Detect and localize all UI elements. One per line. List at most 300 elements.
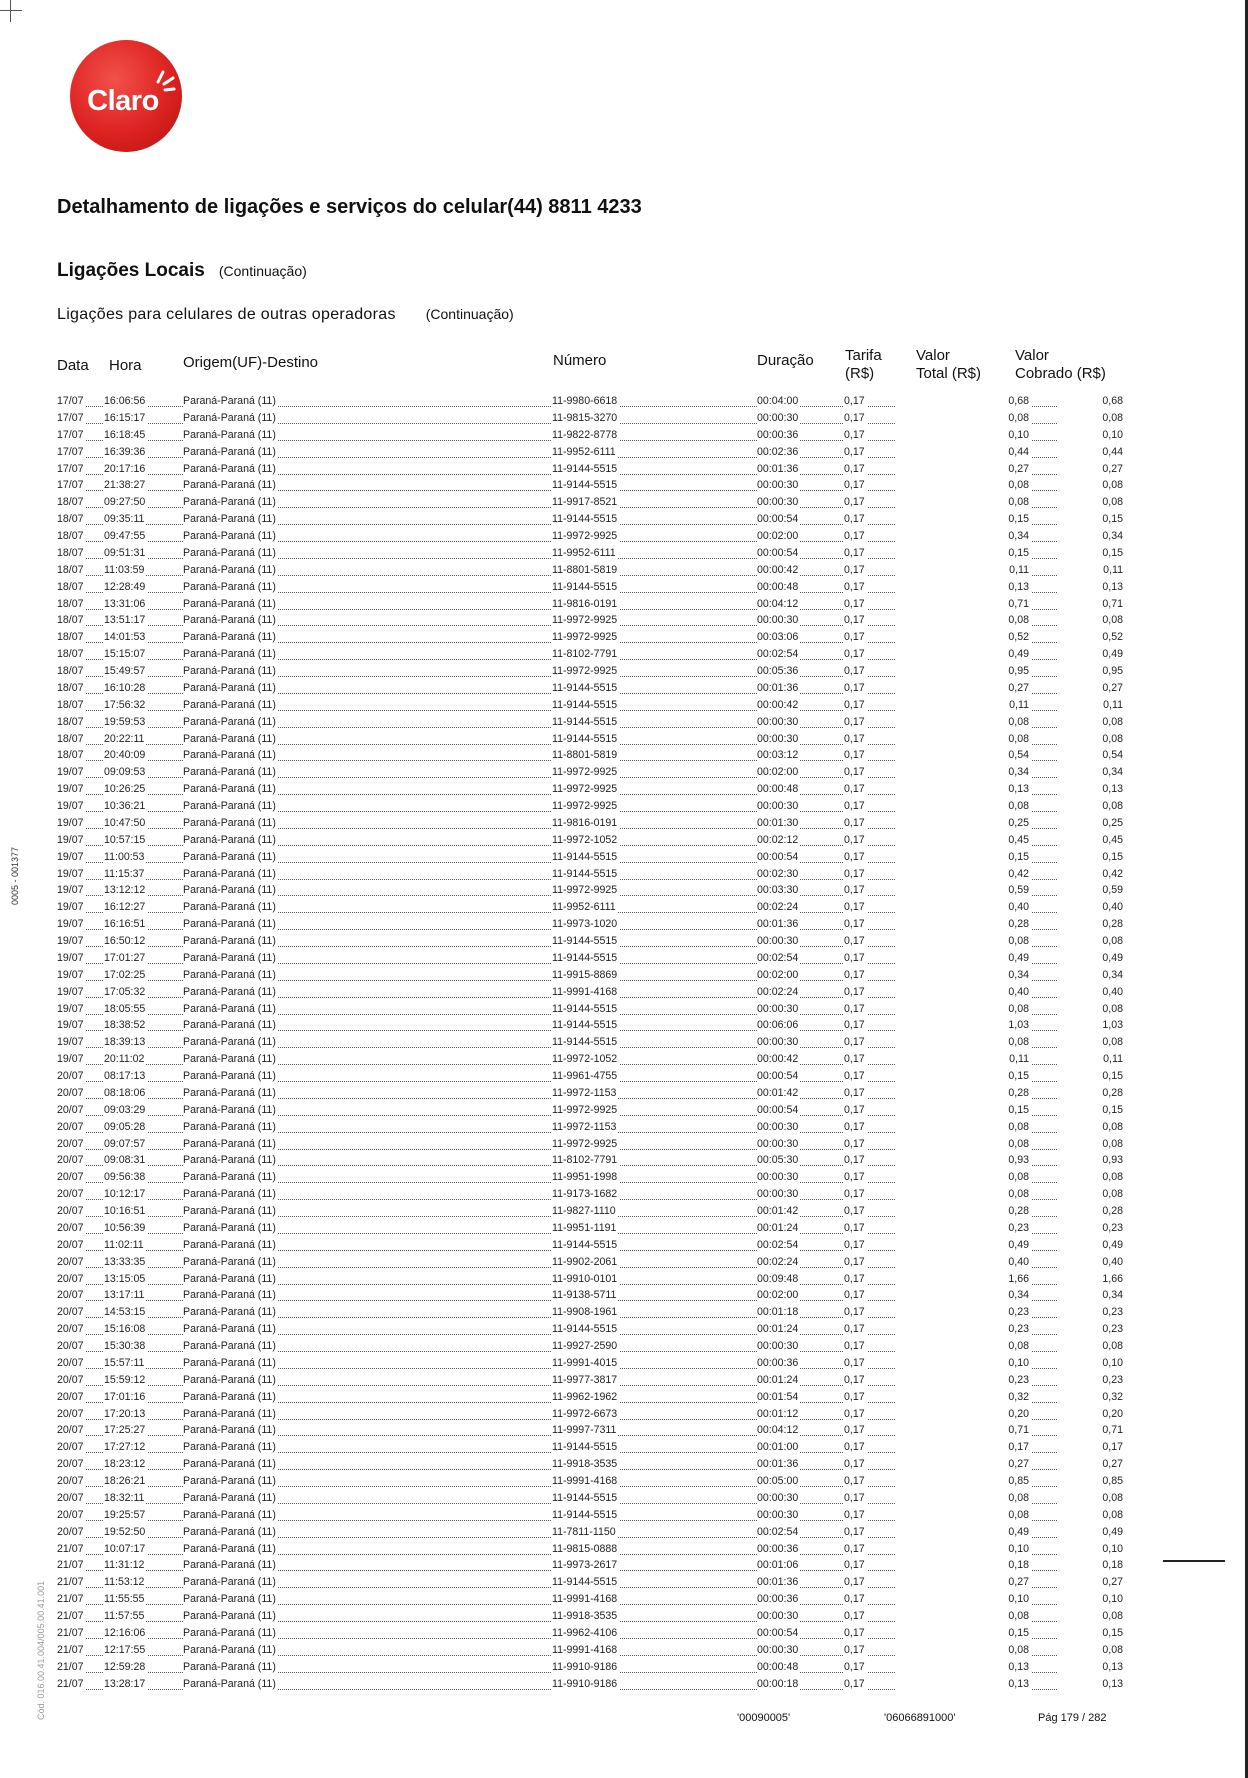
call-duration: 00:00:18 [757, 1677, 799, 1690]
call-number: 11-9991-4015 [552, 1356, 618, 1369]
table-row [57, 647, 1121, 664]
call-date: 21/07 [57, 1576, 84, 1589]
call-rate: 0,17 [844, 833, 865, 846]
call-rate: 0,17 [844, 783, 865, 796]
call-charged-value: 0,08 [1057, 935, 1123, 947]
call-rate: 0,17 [844, 631, 865, 644]
call-number: 11-9144-5515 [552, 1491, 618, 1504]
call-origin-destination: Paraná-Paraná (11) [183, 1272, 276, 1285]
call-number: 11-9144-5515 [552, 1441, 618, 1454]
page-title: Detalhamento de ligações e serviços do celular(44) 8811 4233 [57, 196, 642, 218]
call-rate: 0,17 [844, 496, 865, 509]
call-charged-value: 0,32 [1057, 1391, 1123, 1403]
side-code: 0005 - 001377 [10, 846, 20, 905]
call-origin-destination: Paraná-Paraná (11) [183, 1491, 276, 1504]
call-origin-destination: Paraná-Paraná (11) [183, 530, 276, 542]
call-charged-value: 0,15 [1057, 1104, 1123, 1116]
call-number: 11-9927-2590 [552, 1340, 618, 1352]
call-time: 10:56:39 [104, 1221, 146, 1234]
table-row [57, 985, 1121, 1002]
table-row [57, 529, 1121, 546]
logo-text: Claro [87, 84, 159, 117]
call-date: 20/07 [57, 1525, 84, 1538]
call-charged-value: 0,11 [1057, 1053, 1123, 1065]
call-charged-value: 0,27 [1057, 682, 1123, 694]
call-origin-destination: Paraná-Paraná (11) [183, 816, 276, 829]
call-time: 18:38:52 [104, 1019, 146, 1032]
call-number: 11-9991-4168 [552, 1593, 618, 1606]
call-origin-destination: Paraná-Paraná (11) [183, 1458, 276, 1471]
call-number: 11-9972-1052 [552, 1053, 618, 1066]
table-row [57, 478, 1121, 495]
call-duration: 00:00:30 [757, 1508, 799, 1521]
call-duration: 00:00:30 [757, 1120, 799, 1133]
call-origin-destination: Paraná-Paraná (11) [183, 462, 276, 475]
call-total-value: 0,27 [895, 463, 1031, 475]
call-time: 10:07:17 [104, 1542, 146, 1555]
table-row [57, 1204, 1121, 1221]
call-date: 18/07 [57, 698, 84, 711]
call-origin-destination: Paraná-Paraná (11) [183, 1289, 276, 1302]
call-duration: 00:00:30 [757, 411, 799, 424]
call-rate: 0,17 [844, 1525, 865, 1538]
call-rate: 0,17 [844, 1441, 865, 1454]
call-total-value: 0,25 [895, 817, 1031, 829]
call-total-value: 0,15 [895, 1104, 1031, 1116]
table-row [57, 1086, 1121, 1103]
call-date: 19/07 [57, 816, 84, 829]
call-time: 10:16:51 [104, 1205, 146, 1217]
call-time: 11:15:37 [104, 867, 145, 880]
table-row [57, 1339, 1121, 1356]
call-total-value: 0,10 [895, 1543, 1031, 1555]
call-total-value: 0,45 [895, 834, 1031, 846]
call-charged-value: 0,10 [1057, 1357, 1123, 1369]
call-number: 11-9997-7311 [552, 1424, 617, 1437]
call-duration: 00:02:30 [757, 867, 799, 880]
table-row [57, 394, 1121, 411]
call-origin-destination: Paraná-Paraná (11) [183, 1525, 276, 1538]
call-duration: 00:04:12 [757, 597, 799, 610]
call-date: 17/07 [57, 479, 84, 492]
call-rate: 0,17 [844, 1238, 865, 1251]
call-number: 11-9972-1052 [552, 833, 618, 846]
call-origin-destination: Paraná-Paraná (11) [183, 951, 276, 964]
call-rate: 0,17 [844, 1086, 865, 1099]
call-origin-destination: Paraná-Paraná (11) [183, 681, 276, 694]
call-origin-destination: Paraná-Paraná (11) [183, 563, 276, 576]
call-date: 18/07 [57, 681, 84, 694]
call-date: 19/07 [57, 901, 84, 914]
call-origin-destination: Paraná-Paraná (11) [183, 546, 276, 559]
call-duration: 00:02:54 [757, 1525, 799, 1538]
call-time: 11:00:53 [104, 850, 145, 863]
call-charged-value: 0,49 [1057, 952, 1123, 964]
call-time: 21:38:27 [104, 479, 146, 492]
call-charged-value: 1,03 [1057, 1019, 1123, 1031]
call-date: 20/07 [57, 1407, 84, 1420]
table-row [57, 883, 1121, 900]
call-origin-destination: Paraná-Paraná (11) [183, 1559, 276, 1572]
call-charged-value: 0,49 [1057, 648, 1123, 660]
call-charged-value: 0,27 [1057, 1458, 1123, 1470]
call-origin-destination: Paraná-Paraná (11) [183, 1340, 276, 1352]
subsection-continuation: (Continuação) [425, 306, 514, 322]
table-row [57, 563, 1121, 580]
call-date: 20/07 [57, 1120, 84, 1133]
call-time: 12:59:28 [104, 1660, 146, 1673]
call-time: 18:23:12 [104, 1458, 146, 1471]
table-row [57, 1052, 1121, 1069]
call-total-value: 0,11 [895, 564, 1031, 576]
call-date: 19/07 [57, 985, 84, 998]
call-duration: 00:01:24 [757, 1323, 799, 1336]
call-number: 11-9908-1961 [552, 1306, 618, 1319]
call-duration: 00:02:12 [757, 833, 799, 846]
claro-logo [70, 40, 182, 152]
table-row [57, 462, 1121, 479]
call-date: 19/07 [57, 833, 84, 846]
call-rate: 0,17 [844, 749, 865, 762]
table-row [57, 1153, 1121, 1170]
call-charged-value: 0,34 [1057, 969, 1123, 981]
call-number: 11-7811-1150 [552, 1525, 616, 1538]
table-row [57, 1187, 1121, 1204]
call-origin-destination: Paraná-Paraná (11) [183, 1019, 276, 1032]
call-origin-destination: Paraná-Paraná (11) [183, 1475, 276, 1487]
call-rate: 0,17 [844, 1070, 865, 1082]
table-row [57, 833, 1121, 850]
call-total-value: 0,54 [895, 749, 1031, 761]
call-date: 20/07 [57, 1188, 84, 1201]
call-time: 13:17:11 [104, 1289, 145, 1302]
call-time: 11:53:12 [104, 1576, 145, 1589]
call-number: 11-9972-9925 [552, 1103, 618, 1116]
call-charged-value: 0,08 [1057, 1036, 1123, 1048]
call-time: 08:18:06 [104, 1086, 146, 1099]
call-duration: 00:01:00 [757, 1441, 799, 1454]
call-time: 11:03:59 [104, 563, 145, 576]
call-origin-destination: Paraná-Paraná (11) [183, 580, 276, 593]
call-total-value: 0,23 [895, 1374, 1031, 1386]
call-charged-value: 0,95 [1057, 665, 1123, 677]
table-row [57, 1474, 1121, 1491]
call-duration: 00:00:30 [757, 715, 799, 728]
call-origin-destination: Paraná-Paraná (11) [183, 1255, 276, 1268]
call-total-value: 0,15 [895, 1070, 1031, 1082]
call-time: 20:17:16 [104, 462, 146, 475]
call-duration: 00:06:06 [757, 1019, 799, 1032]
call-total-value: 0,11 [895, 1053, 1031, 1065]
call-number: 11-9144-5515 [552, 935, 618, 947]
call-charged-value: 0,08 [1057, 1003, 1123, 1015]
call-origin-destination: Paraná-Paraná (11) [183, 411, 276, 424]
call-number: 11-9144-5515 [552, 732, 618, 745]
call-charged-value: 0,34 [1057, 766, 1123, 778]
call-rate: 0,17 [844, 648, 865, 661]
call-number: 11-9991-4168 [552, 1475, 618, 1487]
call-charged-value: 0,15 [1057, 547, 1123, 559]
call-number: 11-9910-9186 [552, 1660, 618, 1673]
call-date: 17/07 [57, 428, 84, 441]
call-number: 11-9972-9925 [552, 766, 618, 779]
call-charged-value: 0,08 [1057, 479, 1123, 491]
call-number: 11-9951-1998 [552, 1171, 618, 1184]
call-time: 19:59:53 [104, 715, 146, 728]
call-total-value: 0,15 [895, 851, 1031, 863]
call-total-value: 0,13 [895, 1661, 1031, 1673]
call-time: 09:47:55 [104, 530, 146, 542]
call-date: 20/07 [57, 1103, 84, 1116]
call-rate: 0,17 [844, 1407, 865, 1420]
call-total-value: 0,34 [895, 1289, 1031, 1301]
call-date: 20/07 [57, 1289, 84, 1302]
call-charged-value: 0,08 [1057, 1509, 1123, 1521]
call-duration: 00:02:00 [757, 766, 799, 779]
call-rate: 0,17 [844, 445, 865, 458]
call-total-value: 0,28 [895, 1205, 1031, 1217]
call-time: 13:28:17 [104, 1677, 146, 1690]
call-total-value: 0,32 [895, 1391, 1031, 1403]
call-origin-destination: Paraná-Paraná (11) [183, 513, 276, 526]
call-duration: 00:02:24 [757, 901, 799, 914]
call-time: 16:50:12 [104, 935, 146, 947]
call-charged-value: 0,34 [1057, 530, 1123, 542]
call-total-value: 0,08 [895, 1121, 1031, 1133]
call-total-value: 0,85 [895, 1475, 1031, 1487]
call-number: 11-9910-0101 [552, 1272, 618, 1285]
call-number: 11-9827-1110 [552, 1205, 616, 1217]
call-duration: 00:02:54 [757, 951, 799, 964]
call-total-value: 0,52 [895, 631, 1031, 643]
call-rate: 0,17 [844, 1373, 865, 1386]
call-origin-destination: Paraná-Paraná (11) [183, 1660, 276, 1673]
call-rate: 0,17 [844, 681, 865, 694]
call-date: 18/07 [57, 597, 84, 610]
call-date: 19/07 [57, 850, 84, 863]
call-duration: 00:01:06 [757, 1559, 799, 1572]
call-date: 20/07 [57, 1373, 84, 1386]
call-time: 19:52:50 [104, 1525, 146, 1538]
call-rate: 0,17 [844, 1188, 865, 1201]
col-valor-total-2: Total (R$) [916, 365, 982, 382]
table-row [57, 681, 1121, 698]
call-date: 19/07 [57, 884, 84, 897]
call-number: 11-9144-5515 [552, 1508, 618, 1521]
call-rate: 0,17 [844, 428, 865, 441]
table-row [57, 782, 1121, 799]
call-date: 20/07 [57, 1458, 84, 1471]
call-rate: 0,17 [844, 614, 865, 627]
call-rate: 0,17 [844, 597, 865, 610]
call-origin-destination: Paraná-Paraná (11) [183, 833, 276, 846]
call-origin-destination: Paraná-Paraná (11) [183, 732, 276, 745]
call-number: 11-9144-5515 [552, 715, 618, 728]
call-rate: 0,17 [844, 1643, 865, 1656]
call-rate: 0,17 [844, 479, 865, 492]
call-charged-value: 0,08 [1057, 1492, 1123, 1504]
table-row [57, 1575, 1121, 1592]
call-origin-destination: Paraná-Paraná (11) [183, 1508, 276, 1521]
call-number: 11-9144-5515 [552, 850, 618, 863]
call-time: 09:09:53 [104, 766, 146, 779]
call-charged-value: 0,27 [1057, 1576, 1123, 1588]
call-number: 11-9972-9925 [552, 884, 618, 897]
call-number: 11-9991-4168 [552, 1643, 618, 1656]
call-duration: 00:00:36 [757, 1593, 799, 1606]
call-total-value: 0,08 [895, 412, 1031, 424]
call-time: 09:51:31 [104, 546, 146, 559]
call-total-value: 0,08 [895, 1171, 1031, 1183]
call-rate: 0,17 [844, 1154, 865, 1167]
call-origin-destination: Paraná-Paraná (11) [183, 1610, 276, 1622]
call-charged-value: 0,28 [1057, 918, 1123, 930]
call-number: 11-9972-9925 [552, 631, 618, 644]
call-duration: 00:00:30 [757, 614, 799, 627]
table-row [57, 664, 1121, 681]
call-charged-value: 0,40 [1057, 1256, 1123, 1268]
call-time: 12:16:06 [104, 1626, 146, 1639]
call-rate: 0,17 [844, 1171, 865, 1184]
table-row [57, 1002, 1121, 1019]
call-time: 17:27:12 [104, 1441, 146, 1454]
call-date: 19/07 [57, 783, 84, 796]
call-duration: 00:01:24 [757, 1373, 799, 1386]
call-origin-destination: Paraná-Paraná (11) [183, 1238, 276, 1251]
call-time: 09:08:31 [104, 1154, 146, 1167]
call-rate: 0,17 [844, 1610, 865, 1622]
call-total-value: 0,95 [895, 665, 1031, 677]
call-number: 11-9144-5515 [552, 1576, 618, 1589]
call-total-value: 0,08 [895, 800, 1031, 812]
call-number: 11-9973-2617 [552, 1559, 618, 1572]
call-rate: 0,17 [844, 816, 865, 829]
call-rate: 0,17 [844, 1660, 865, 1673]
call-rate: 0,17 [844, 513, 865, 526]
call-total-value: 0,08 [895, 1188, 1031, 1200]
call-time: 14:53:15 [104, 1306, 146, 1319]
call-duration: 00:03:12 [757, 749, 799, 762]
call-duration: 00:01:24 [757, 1221, 799, 1234]
call-total-value: 0,08 [895, 1036, 1031, 1048]
call-time: 11:57:55 [104, 1610, 145, 1622]
call-time: 15:57:11 [104, 1356, 145, 1369]
table-row [57, 630, 1121, 647]
call-date: 18/07 [57, 665, 84, 677]
call-charged-value: 0,59 [1057, 884, 1123, 896]
call-total-value: 0,71 [895, 598, 1031, 610]
table-row [57, 580, 1121, 597]
table-row [57, 1255, 1121, 1272]
table-row [57, 799, 1121, 816]
table-row [57, 968, 1121, 985]
call-rate: 0,17 [844, 462, 865, 475]
call-duration: 00:00:36 [757, 1356, 799, 1369]
call-total-value: 0,08 [895, 1492, 1031, 1504]
call-date: 18/07 [57, 580, 84, 593]
call-duration: 00:00:30 [757, 1002, 799, 1015]
call-total-value: 0,23 [895, 1306, 1031, 1318]
call-number: 11-9918-3535 [552, 1458, 618, 1471]
call-origin-destination: Paraná-Paraná (11) [183, 445, 276, 458]
call-rate: 0,17 [844, 1221, 865, 1234]
col-tarifa-label: Tarifa [845, 347, 882, 364]
call-charged-value: 0,71 [1057, 1424, 1123, 1436]
call-date: 20/07 [57, 1475, 84, 1487]
table-row [57, 1137, 1121, 1154]
call-number: 11-9951-1191 [552, 1221, 617, 1234]
call-duration: 00:00:48 [757, 783, 799, 796]
call-duration: 00:09:48 [757, 1272, 799, 1285]
call-charged-value: 0,28 [1057, 1087, 1123, 1099]
table-row [57, 867, 1121, 884]
col-tarifa-unit: (R$) [845, 365, 875, 382]
table-row [57, 1457, 1121, 1474]
call-rate: 0,17 [844, 546, 865, 559]
call-rate: 0,17 [844, 867, 865, 880]
section-heading [57, 260, 307, 282]
call-time: 10:26:25 [104, 783, 146, 796]
call-origin-destination: Paraná-Paraná (11) [183, 918, 276, 931]
call-total-value: 0,08 [895, 716, 1031, 728]
call-total-value: 0,10 [895, 1357, 1031, 1369]
call-date: 19/07 [57, 1002, 84, 1015]
call-total-value: 0,40 [895, 1256, 1031, 1268]
call-number: 11-9972-1153 [552, 1120, 617, 1133]
call-date: 18/07 [57, 614, 84, 627]
registration-mark [0, 0, 22, 22]
table-row [57, 1558, 1121, 1575]
call-total-value: 0,08 [895, 1644, 1031, 1656]
call-time: 16:39:36 [104, 445, 146, 458]
call-time: 17:02:25 [104, 968, 146, 981]
call-date: 18/07 [57, 496, 84, 509]
call-duration: 00:00:30 [757, 1171, 799, 1184]
call-duration: 00:00:54 [757, 513, 799, 526]
call-total-value: 0,27 [895, 1576, 1031, 1588]
col-tarifa [845, 347, 882, 383]
call-rate: 0,17 [844, 1576, 865, 1589]
call-origin-destination: Paraná-Paraná (11) [183, 1188, 276, 1201]
call-duration: 00:01:36 [757, 462, 799, 475]
call-total-value: 0,08 [895, 479, 1031, 491]
call-origin-destination: Paraná-Paraná (11) [183, 1441, 276, 1454]
call-total-value: 0,11 [895, 699, 1031, 711]
call-number: 11-9952-6111 [552, 445, 616, 458]
call-duration: 00:00:30 [757, 1491, 799, 1504]
call-number: 11-9972-9925 [552, 800, 618, 812]
call-duration: 00:00:36 [757, 428, 799, 441]
call-duration: 00:01:42 [757, 1205, 799, 1217]
call-rate: 0,17 [844, 1677, 865, 1690]
table-row [57, 428, 1121, 445]
call-origin-destination: Paraná-Paraná (11) [183, 1103, 276, 1116]
call-number: 11-9980-6618 [552, 395, 618, 407]
call-duration: 00:00:30 [757, 1340, 799, 1352]
table-row [57, 1677, 1121, 1694]
call-rate: 0,17 [844, 1205, 865, 1217]
call-total-value: 0,10 [895, 1593, 1031, 1605]
call-charged-value: 0,08 [1057, 1610, 1123, 1622]
call-rate: 0,17 [844, 1475, 865, 1487]
call-total-value: 0,15 [895, 547, 1031, 559]
call-rate: 0,17 [844, 1458, 865, 1471]
call-charged-value: 0,49 [1057, 1239, 1123, 1251]
call-total-value: 0,08 [895, 1509, 1031, 1521]
call-total-value: 0,20 [895, 1408, 1031, 1420]
table-row [57, 1272, 1121, 1289]
call-time: 10:47:50 [104, 816, 146, 829]
